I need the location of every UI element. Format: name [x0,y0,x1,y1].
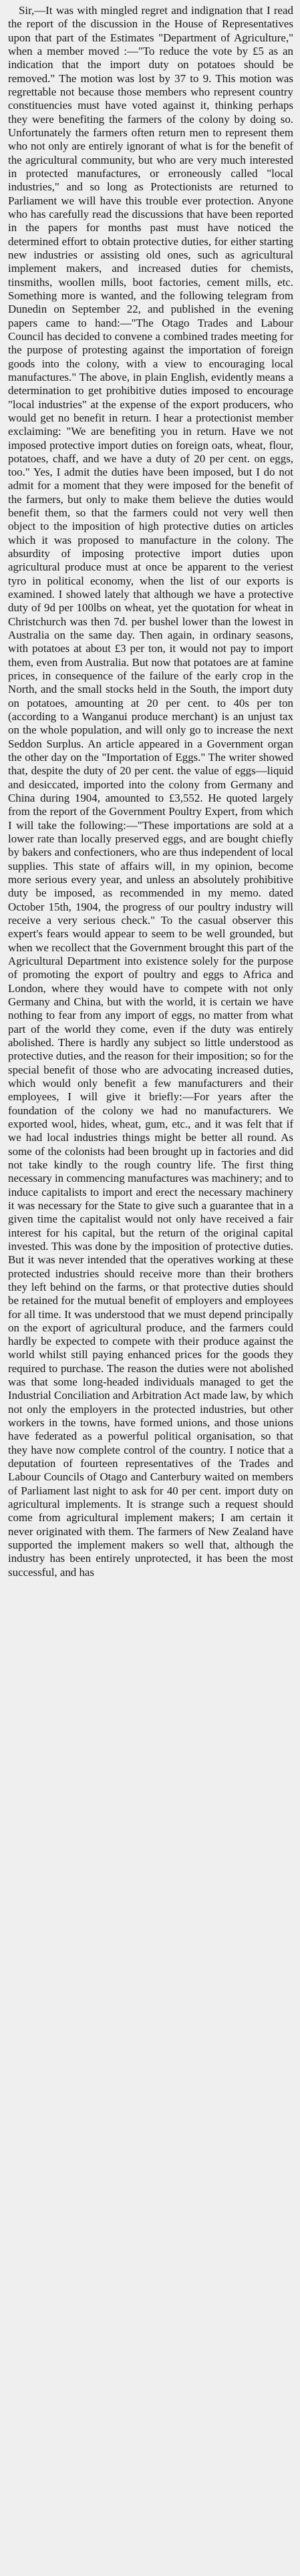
letter-body-text: Sir,—It was with mingled regret and indignation that I read the report of the discussion in the House of Representatives upon that part of the Estimates "Department of Agriculture," when a member moved :—"To reduce the vote by £5 as an indication that the import duty on potatoes should be removed." The motion was lost by 37 to 9. This motion was regrettable not because those members who represent country constituencies must have voted against it, thinking perhaps they were benefiting the farmers of the colony by doing so. Unfortunately the farmers often return men to represent them who not only are entirely ignorant of what is for the benefit of the agricultural community, but who are very much interested in protected manufactures, or erroneously called "local industries," and so long as Protectionists are returned to Parliament we will have this trouble ever protection. Anyone who has carefully read the discussions that have been reported in the papers for months past must have noticed the determined effort to obtain protective duties, for either starting new industries or assisting old ones, such as agricultural implement makers, and increased duties for chemists, tinsmiths, woollen mills, boot factories, cement mills, etc. Something more is wanted, and the following telegram from Dunedin on September 22, and published in the evening papers came to hand:—"The Otago Trades and Labour Council has decided to convene a combined trades meeting for the purpose of protesting against the importation of foreign goods into the colony, with a view to encouraging local manufactures." The above, in plain English, evidently means a determination to get prohibitive duties imposed to encourage "local industries" at the expense of the export producers, who would get no benefit in return. I hear a protectionist member exclaiming: "We are benefiting you in return. Have we not imposed protective import duties on foreign oats, wheat, flour, potatoes, chaff, and we have a duty of 20 per cent. on eggs, too." Yes, I admit the duties have been imposed, but I do not admit for a moment that they were imposed for the benefit of the farmers, but only to make them believe the duties would benefit them, so that the farmers could not very well then object to the imposition of high protective duties on articles which it was proposed to manufacture in the colony. The absurdity of imposing protective import duties upon agricultural produce must at once be apparent to the veriest tyro in political economy, when the list of our exports is examined. I showed lately that although we have a protective duty of 9d per 100lbs on wheat, yet the quotation for wheat in Christchurch was then 7d. per bushel lower than the lowest in Australia on the same day. Then again, in ordinary seasons, with potatoes at about £3 per ton, it would not pay to import them, even from Australia. But now that potatoes are at famine prices, in consequence of the failure of the early crop in the North, and the small stocks held in the South, the import duty on potatoes, amounting at 20 per cent. to 40s per ton (according to a Wanganui produce merchant) is an unjust tax on the whole population, and will only go to increase the next Seddon Surplus. An article appeared in a Government organ the other day on the "Importation of Eggs." The writer showed that, despite the duty of 20 per cent. the value of eggs—liquid and desiccated, imported into the colony from Germany and China during 1904, amounted to £3,552. He quoted largely from the report of the Government Poultry Expert, from which I will take the following:—"These importations are sold at a lower rate than locally preserved eggs, and are bought chiefly by bakers and confectioners, who are thus independent of local supplies. This state of affairs will, in my opinion, become more serious every year, and unless an absolutely prohibitive duty be imposed, as recommended in my memo. dated October 15th, 1904, the progress of our poultry industry will receive a very serious check." To the casual observer this expert's fears would appear to seem to be well grounded, but when we recollect that the Government brought this part of the Agricultural Department into existence solely for the purpose of promoting the export of poultry and eggs to Africa and London, where they would have to compete with not only Germany and China, but with the world, it is certain we have nothing to fear from any import of eggs, no matter from what part of the world they come, even if the duty was entirely abolished. There is hardly any subject so little understood as protective duties, and the reason for their imposition; so for the special benefit of those who are advocating increased duties, which would only benefit a few manufacturers and their employees, I will give it briefly:—For years after the foundation of the colony we had no manufacturers. We exported wool, hides, wheat, gum, etc., and it was felt that if we had local industries things might be better all round. As some of the colonists had been brought up in factories and did not take kindly to the rough country life. The first thing necessary in commencing manufactures was machinery; and to induce capitalists to import and erect the necessary machinery it was necessary for the State to give such a guarantee that in a given time the capitalist would not only have received a fair interest for his capital, but the return of the original capital invested. This was done by the imposition of protective duties. But it was never intended that the operatives working at these protected industries should receive more than their brothers they left behind on the farms, or that protective duties should be retained for the mutual benefit of employers and employees for all time. It was understood that we must depend principally on the export of agricultural produce, and the farmers could hardly be expected to compete with their produce against the world whilst still paying enhanced prices for the goods they required to purchase. The reason the duties were not abolished was that some long-headed individuals managed to get the Industrial Conciliation and Arbitration Act made law, by which not only the employers in the protected industries, but other workers in the towns, have formed unions, and those unions have federated as a powerful political organisation, so that they have now complete control of the country. I notice that a deputation of fourteen representatives of the Trades and Labour Councils of Otago and Canterbury waited on members of Parliament last night to ask for 40 per cent. import duty on agricultural implements. It is strange such a request should come from agricultural implement makers; I am certain it never originated with them. The farmers of New Zealand have supported the implement makers so well that, although the industry has been entirely unprotected, it has been the most successful, and has [8,4,293,1579]
